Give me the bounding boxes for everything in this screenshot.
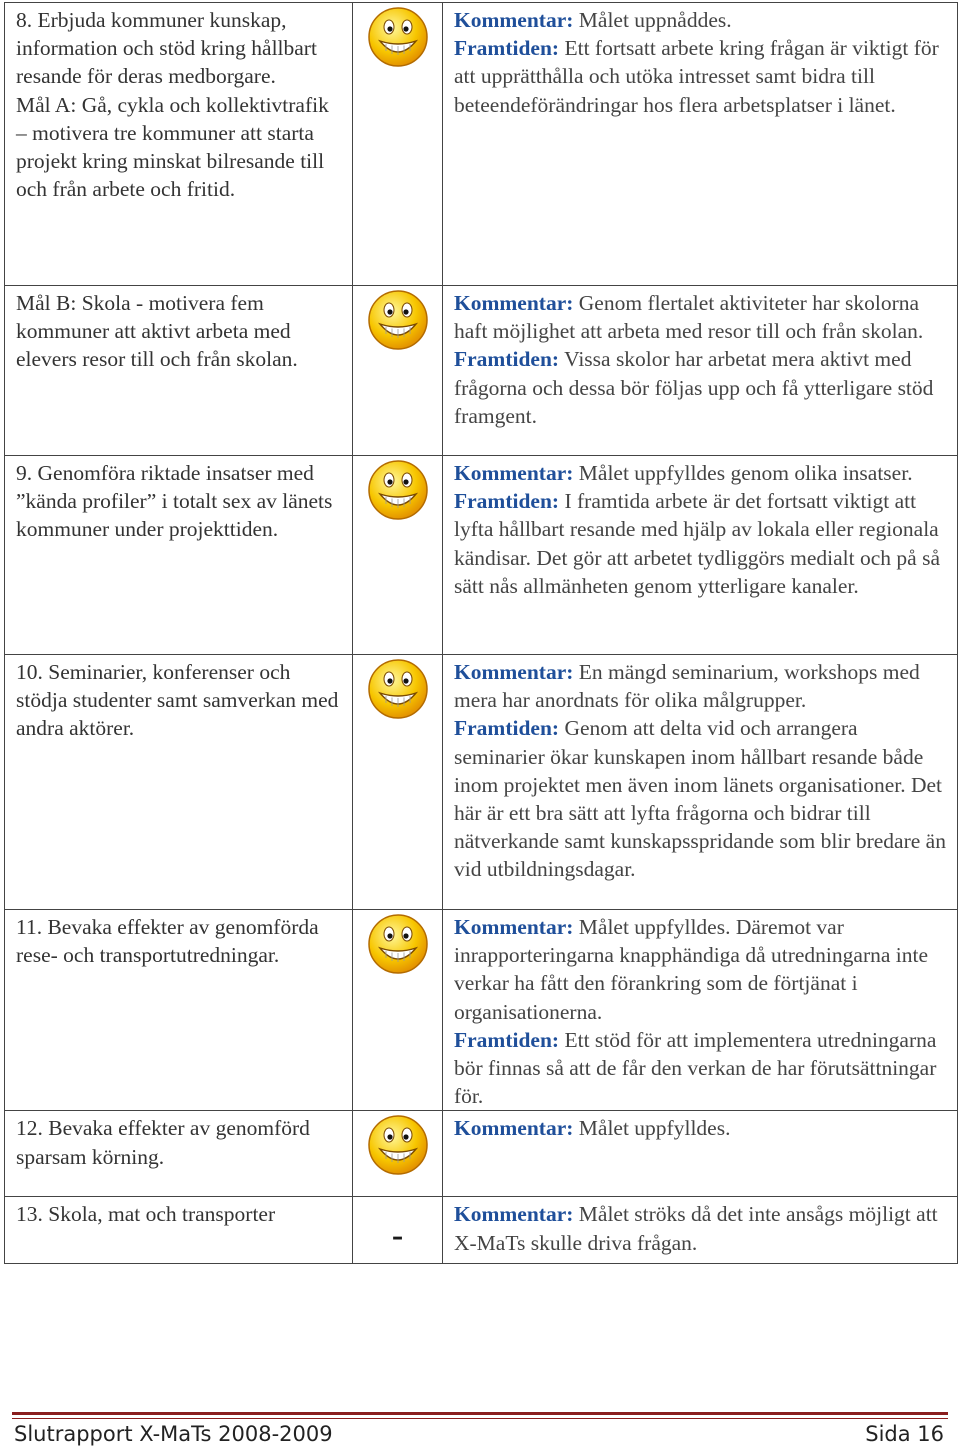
table-row xyxy=(5,3,958,286)
goal-text: 11. Bevaka effekter av genomförda rese- och transportutredningar. xyxy=(16,915,319,968)
table-row xyxy=(5,1197,958,1264)
status-cell xyxy=(353,1111,443,1197)
smiley-icon xyxy=(366,1113,430,1177)
future-text: Vissa skolor har arbetat mera aktivt med frågorna och dessa bör följas upp och få ytterligare stöd framgent. xyxy=(454,347,934,428)
future-label: Framtiden: xyxy=(454,36,560,61)
future-text: I framtida arbete är det fortsatt viktigt att lyfta hållbart resande med hjälp av lokala eller regionala kändisar. Det gör att arbetet tydliggörs medialt och på så sätt nås allmänheten genom ytterligare kanaler. xyxy=(454,489,940,598)
comment-text: Målet uppfylldes. Däremot var inrapporteringarna knapphändiga då utredningarna inte verkar ha fått den förankring som de förtjänat i organisationerna. xyxy=(454,915,929,1024)
comment-label: Kommentar: xyxy=(454,461,574,485)
comment-label: Kommentar: xyxy=(454,1202,574,1227)
table-row xyxy=(5,286,958,456)
future-text: Ett fortsatt arbete kring frågan är viktigt för att upprätthålla och utöka intresset samt bidra till beteendeförändringar hos flera arbetsplatser i länet. xyxy=(454,36,939,117)
future-label: Framtiden: xyxy=(454,1027,560,1052)
comment-cell xyxy=(443,1197,958,1264)
table-row xyxy=(5,456,958,655)
goal-text: 9. Genomföra riktade insatser med ”kända profiler” i totalt sex av länets kommuner under projekttiden. xyxy=(16,461,333,542)
smiley-icon xyxy=(366,458,430,522)
comment-label: Kommentar: xyxy=(454,660,574,684)
smiley-icon xyxy=(366,5,430,69)
future-label: Framtiden: xyxy=(454,347,560,372)
status-dash: - xyxy=(391,1217,404,1255)
status-cell xyxy=(353,3,443,286)
goal-cell xyxy=(5,456,353,655)
goal-text: 12. Bevaka effekter av genomförd sparsam körning. xyxy=(16,1116,310,1169)
comment-cell xyxy=(443,456,958,655)
status-cell xyxy=(353,655,443,910)
comment-label: Kommentar: xyxy=(454,1116,574,1141)
comment-cell xyxy=(443,655,958,910)
smiley-icon xyxy=(366,288,430,352)
comment-text: En mängd seminarium, workshops med mera har anordnats för olika målgrupper. xyxy=(454,660,920,713)
table-row xyxy=(5,655,958,910)
future-text: Ett stöd för att implementera utredningarna bör finnas så att de får den verkan de har förutsättningar för. xyxy=(454,1027,937,1109)
page-footer xyxy=(14,1422,944,1452)
goal-text: 13. Skola, mat och transporter xyxy=(16,1202,276,1227)
status-cell xyxy=(353,456,443,655)
future-text: Genom att delta vid och arrangera seminarier ökar kunskapen inom hållbart resande både inom projektet men även inom länets organisationer. Det här är ett bra sätt att lyfta frågorna och bidrar till nätverkande samt kunskapsspridande som blir bredare än vid utbildningsdagar. xyxy=(454,716,946,882)
comment-text: Genom flertalet aktiviteter har skolorna haft möjlighet att arbeta med resor till och från skolan. xyxy=(454,291,924,344)
smiley-icon xyxy=(366,657,430,721)
future-label: Framtiden: xyxy=(454,716,560,741)
table-row xyxy=(5,910,958,1111)
comment-cell xyxy=(443,910,958,1111)
comment-text: Målet uppfylldes. xyxy=(573,1116,731,1141)
goal-cell xyxy=(5,1111,353,1197)
table-row xyxy=(5,1111,958,1197)
status-cell xyxy=(353,910,443,1111)
goal-text: Mål B: Skola - motivera fem kommuner att aktivt arbeta med elevers resor till och från skolan. xyxy=(16,291,298,372)
comment-text: Målet uppfylldes genom olika insatser. xyxy=(573,461,913,485)
comment-cell xyxy=(443,1111,958,1197)
goal-text: Mål A: Gå, cykla och kollektivtrafik – motivera tre kommuner att starta projekt kring minskat bilresande till och från arbete och fritid. xyxy=(16,92,329,202)
comment-text: Målet uppnåddes. xyxy=(573,8,732,32)
footer-rule-thin xyxy=(12,1418,948,1419)
goal-cell xyxy=(5,3,353,286)
future-label: Framtiden: xyxy=(454,489,560,514)
comment-label: Kommentar: xyxy=(454,915,574,939)
footer-title: Slutrapport X-MaTs 2008-2009 xyxy=(14,1422,333,1446)
goals-table xyxy=(4,2,958,1264)
goal-cell xyxy=(5,286,353,456)
goal-cell xyxy=(5,655,353,910)
comment-label: Kommentar: xyxy=(454,291,574,315)
comment-cell xyxy=(443,286,958,456)
footer-rule xyxy=(12,1412,948,1415)
page-number: Sida 16 xyxy=(865,1422,944,1446)
goal-text: 10. Seminarier, konferenser och stödja studenter samt samverkan med andra aktörer. xyxy=(16,660,339,741)
comment-cell xyxy=(443,3,958,286)
goal-cell xyxy=(5,1197,353,1264)
smiley-icon xyxy=(366,912,430,976)
comment-label: Kommentar: xyxy=(454,8,574,32)
goal-cell xyxy=(5,910,353,1111)
goal-text: 8. Erbjuda kommuner kunskap, information och stöd kring hållbart resande för deras medborgare. xyxy=(16,8,317,89)
comment-text: Målet ströks då det inte ansågs möjligt att X-MaTs skulle driva frågan. xyxy=(454,1202,938,1255)
status-cell xyxy=(353,286,443,456)
status-cell xyxy=(353,1197,443,1264)
